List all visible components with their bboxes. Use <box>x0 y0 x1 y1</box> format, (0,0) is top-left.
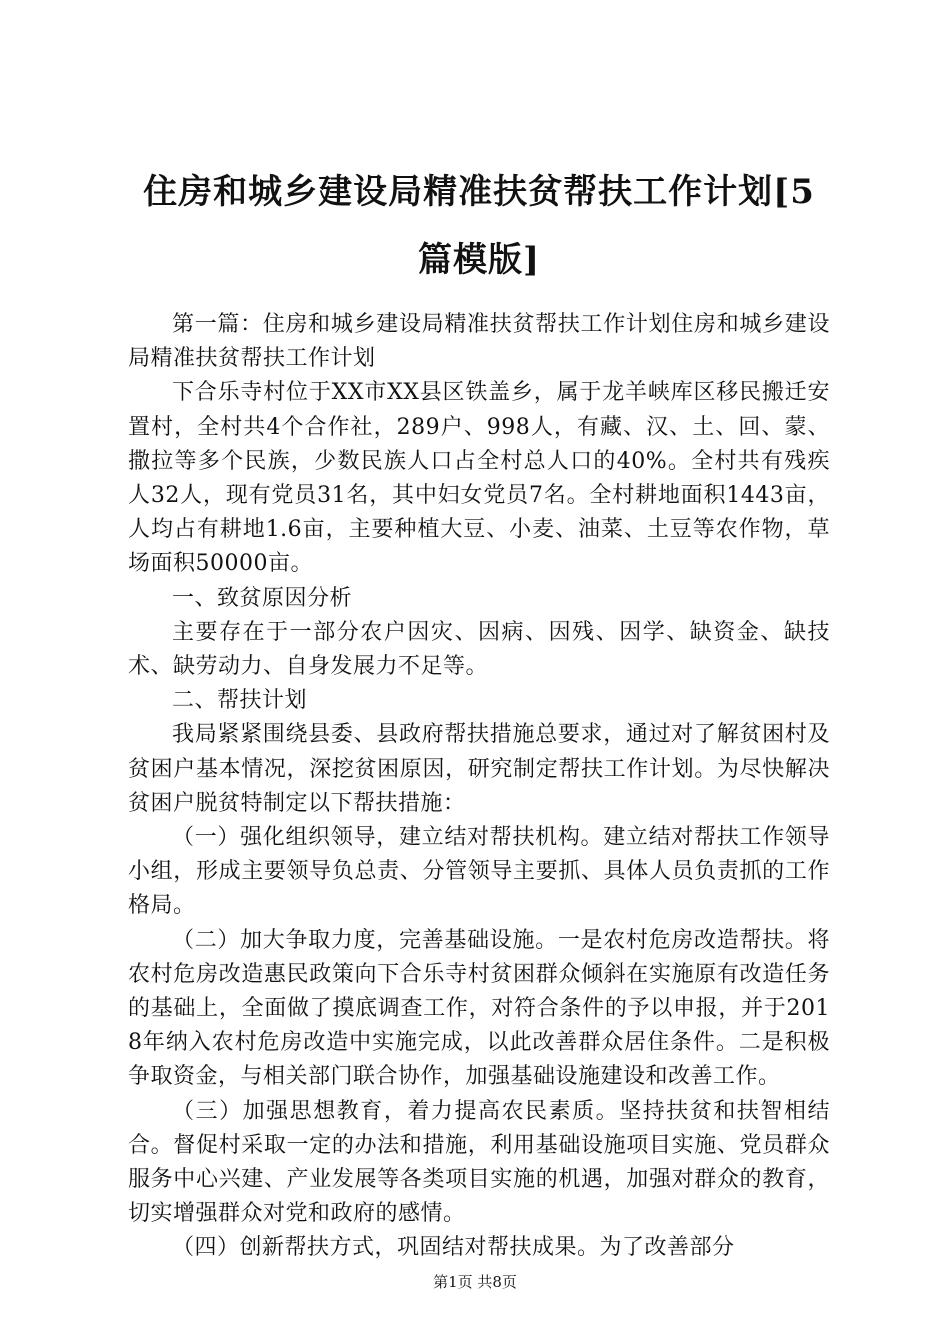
paragraph-village-overview: 下合乐寺村位于XX市XX县区铁盖乡，属于龙羊峡库区移民搬迁安置村，全村共4个合作社，289户、998人，有藏、汉、土、回、蒙、撒拉等多个民族，少数民族人口占全村总人口的40%。全村共有残疾人32人，现有党员31名，其中妇女党员7名。全村耕地面积1443亩，人均占有耕地1.6亩，主要种植大豆、小麦、油菜、土豆等农作物，草场面积50000亩。 <box>128 380 830 577</box>
paragraph-measure-1: （一）强化组织领导，建立结对帮扶机构。建立结对帮扶工作领导小组，形成主要领导负总责、分管领导主要抓、具体人员负责抓的工作格局。 <box>128 825 830 919</box>
document-title: 住房和城乡建设局精准扶贫帮扶工作计划[5篇模版] <box>143 172 815 280</box>
section-heading-plan: 二、帮扶计划 <box>172 688 308 714</box>
paragraph-plan-intro: 我局紧紧围绕县委、县政府帮扶措施总要求，通过对了解贫困村及贫困户基本情况，深挖贫困原因，研究制定帮扶工作计划。为尽快解决贫困户脱贫特制定以下帮扶措施： <box>128 722 830 816</box>
page-indicator: 第1页 共8页 <box>433 1273 517 1291</box>
page-footer <box>0 1272 950 1292</box>
paragraph-measure-2: （二）加大争取力度，完善基础设施。一是农村危房改造帮扶。将农村危房改造惠民政策向下合乐寺村贫困群众倾斜在实施原有改造任务的基础上，全面做了摸底调查工作，对符合条件的予以申报，并于2018年纳入农村危房改造中实施完成，以此改善群众居住条件。二是积极争取资金，与相关部门联合协作，加强基础设施建设和改善工作。 <box>128 927 830 1090</box>
paragraph-causes: 主要存在于一部分农户因灾、因病、因残、因学、缺资金、缺技术、缺劳动力、自身发展力不足等。 <box>128 619 830 680</box>
document-body <box>128 308 830 1266</box>
paragraph-measure-3: （三）加强思想教育，着力提高农民素质。坚持扶贫和扶智相结合。督促村采取一定的办法和措施，利用基础设施项目实施、党员群众服务中心兴建、产业发展等各类项目实施的机遇，加强对群众的教育，切实增强群众对党和政府的感情。 <box>128 1098 830 1227</box>
paragraph-measure-4: （四）创新帮扶方式，巩固结对帮扶成果。为了改善部分 <box>172 1235 735 1261</box>
paragraph-intro: 第一篇：住房和城乡建设局精准扶贫帮扶工作计划住房和城乡建设局精准扶贫帮扶工作计划 <box>128 312 830 372</box>
document-page <box>128 0 830 1344</box>
section-heading-causes: 一、致贫原因分析 <box>172 585 353 611</box>
